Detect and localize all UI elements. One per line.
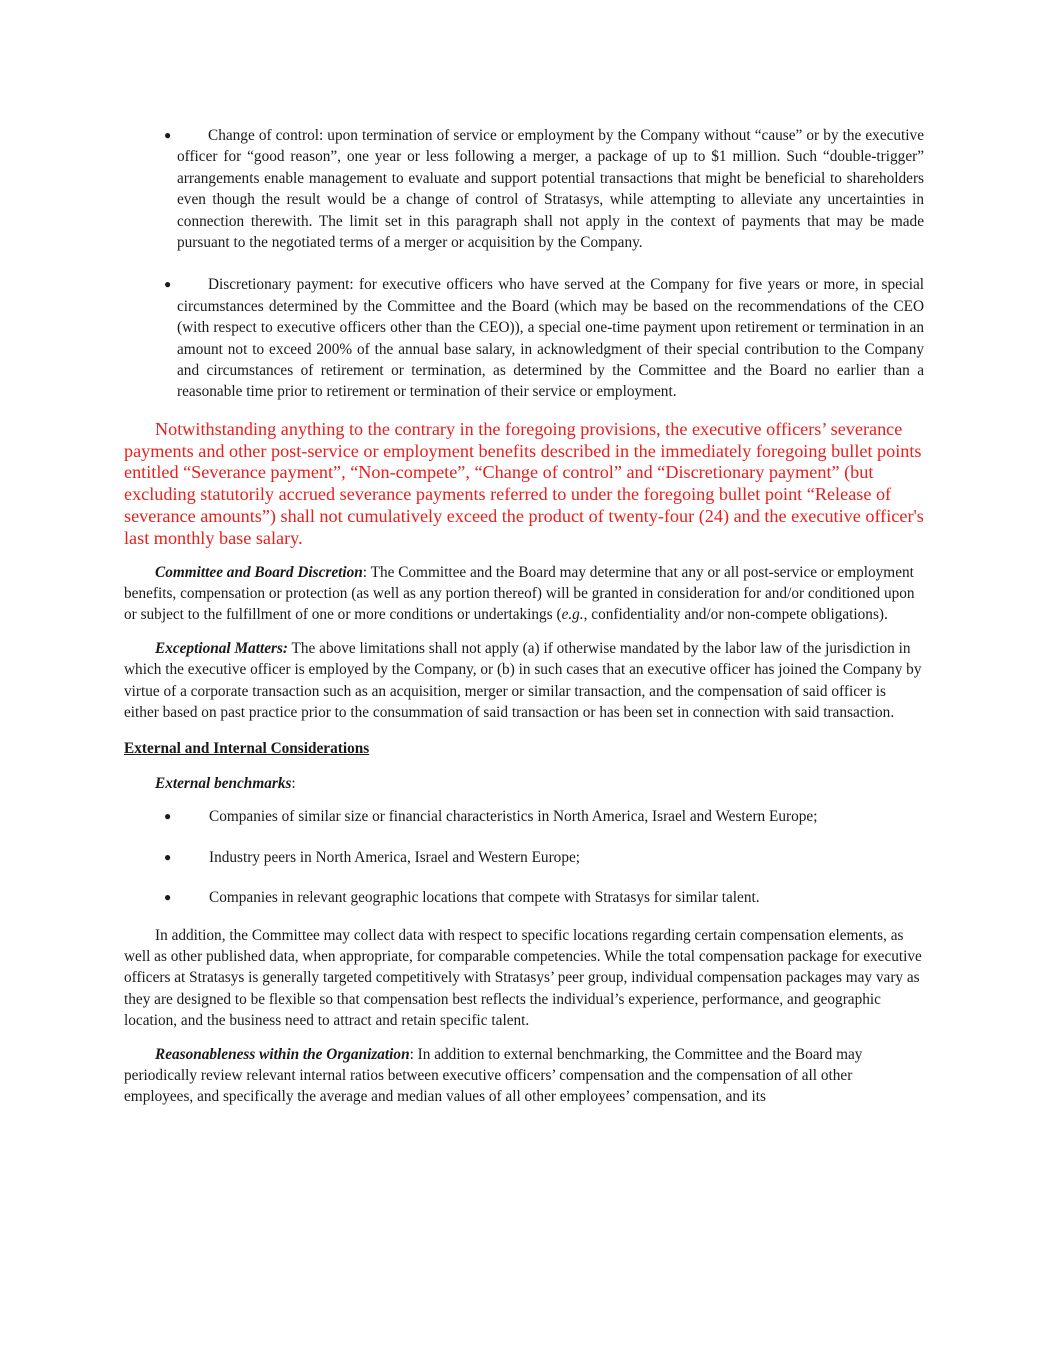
exceptional-matters-title: Exceptional Matters:	[155, 639, 288, 657]
exceptional-matters-text: The above limitations shall not apply (a) if otherwise mandated by the labor law of the jurisdiction in which the executive officer is employed by the Company, or (b) in such cases that an executive officer has joined the Company by virtue of a corporate transaction such as an acquisition, merger or similar transaction, and the compensation of said officer is either based on past practice prior to the consummation of said transaction or has been set in connection with said transaction.	[124, 639, 922, 722]
list-item	[124, 887, 924, 908]
reasonableness-paragraph	[124, 1044, 924, 1108]
bullet-marker: ●	[164, 849, 172, 864]
bullet-marker: ●	[164, 809, 172, 824]
list-item-text: Industry peers in North America, Israel and Western Europe;	[209, 848, 581, 866]
external-benchmarks-title: External benchmarks	[155, 774, 292, 792]
exceptional-matters-paragraph	[124, 638, 924, 724]
list-item	[124, 806, 924, 827]
document-page	[124, 125, 924, 1108]
external-benchmarks-colon: :	[291, 774, 296, 792]
section-heading: External and Internal Considerations	[124, 739, 370, 757]
bullet-text: Discretionary payment: for executive officers who have served at the Company for five years or more, in special circumstances determined by the Committee and the Board (which may be based on the recommendations of the CEO (with respect to executive officers other than the CEO)), a special one-time payment upon retirement or termination in an amount not to exceed 200% of the annual base salary, in acknowledgment of their special contribution to the Company and circumstances of retirement or termination, as determined by the Committee and the Board no earlier than a reasonable time prior to retirement or termination of their service or employment.	[177, 276, 924, 401]
bullet-marker: ●	[164, 277, 172, 292]
committee-discretion-title: Committee and Board Discretion	[155, 563, 363, 581]
list-item	[124, 847, 924, 868]
addition-paragraph: In addition, the Committee may collect data with respect to specific locations regarding certain compensation elements, as well as other published data, when appropriate, for comparable competencies. While the total compensation package for executive officers at Stratasys is generally targeted competitively with Stratasys’ peer group, individual compensation packages may vary as they are designed to be flexible so that compensation best reflects the individual’s experience, performance, and geographic location, and the business need to attract and retain specific talent.	[124, 926, 922, 1030]
bullet-change-of-control	[124, 125, 924, 253]
bullet-marker: ●	[164, 128, 172, 142]
external-benchmarks-heading	[124, 773, 924, 794]
committee-discretion-paragraph	[124, 562, 924, 626]
list-item-text: Companies in relevant geographic locations that compete with Stratasys for similar talent.	[209, 889, 760, 907]
reasonableness-title: Reasonableness within the Organization	[155, 1045, 410, 1063]
list-item-text: Companies of similar size or financial characteristics in North America, Israel and Western Europe;	[209, 808, 818, 826]
bullet-text: Change of control: upon termination of service or employment by the Company without “cause” or by the executive officer for “good reason”, one year or less following a merger, a package of up to $1 million. Such “double-trigger” arrangements enable management to evaluate and support potential transactions that might be beneficial to shareholders even though the result would be a change of control of Stratasys, while attempting to alleviate any uncertainties in connection therewith. The limit set in this paragraph shall not apply in the context of payments that may be made pursuant to the negotiated terms of a merger or acquisition by the Company.	[177, 127, 924, 252]
committee-text-1: : The Committee and the Board may determine that any or all post-service or employment benefits, compensation or protection (as well as any portion thereof) will be granted in consideration for and/or conditioned upon or subject to the fulfillment of one or more conditions or undertakings (	[124, 563, 915, 624]
red-notice-paragraph: Notwithstanding anything to the contrary in the foregoing provisions, the executive officers’ severance payments and other post-service or employment benefits described in the immediately foregoing bullet points entitled “Severance payment”, “Non-compete”, “Change of control” and “Discretionary payment” (but excluding statutorily accrued severance payments referred to under the foregoing bullet point “Release of severance amounts”) shall not cumulatively exceed the product of twenty-four (24) and the executive officer's last monthly base salary.	[124, 418, 924, 548]
committee-eg: e.g.	[561, 606, 584, 624]
bullet-discretionary-payment	[124, 274, 924, 402]
bullet-marker: ●	[164, 890, 172, 905]
external-benchmarks-list	[124, 806, 924, 908]
committee-text-2: , confidentiality and/or non-compete obligations).	[583, 606, 888, 624]
reasonableness-text: : In addition to external benchmarking, the Committee and the Board may periodically review relevant internal ratios between executive officers’ compensation and the compensation of all other employees, and specifically the average and median values of all other employees’ compensation, and its	[124, 1045, 863, 1106]
